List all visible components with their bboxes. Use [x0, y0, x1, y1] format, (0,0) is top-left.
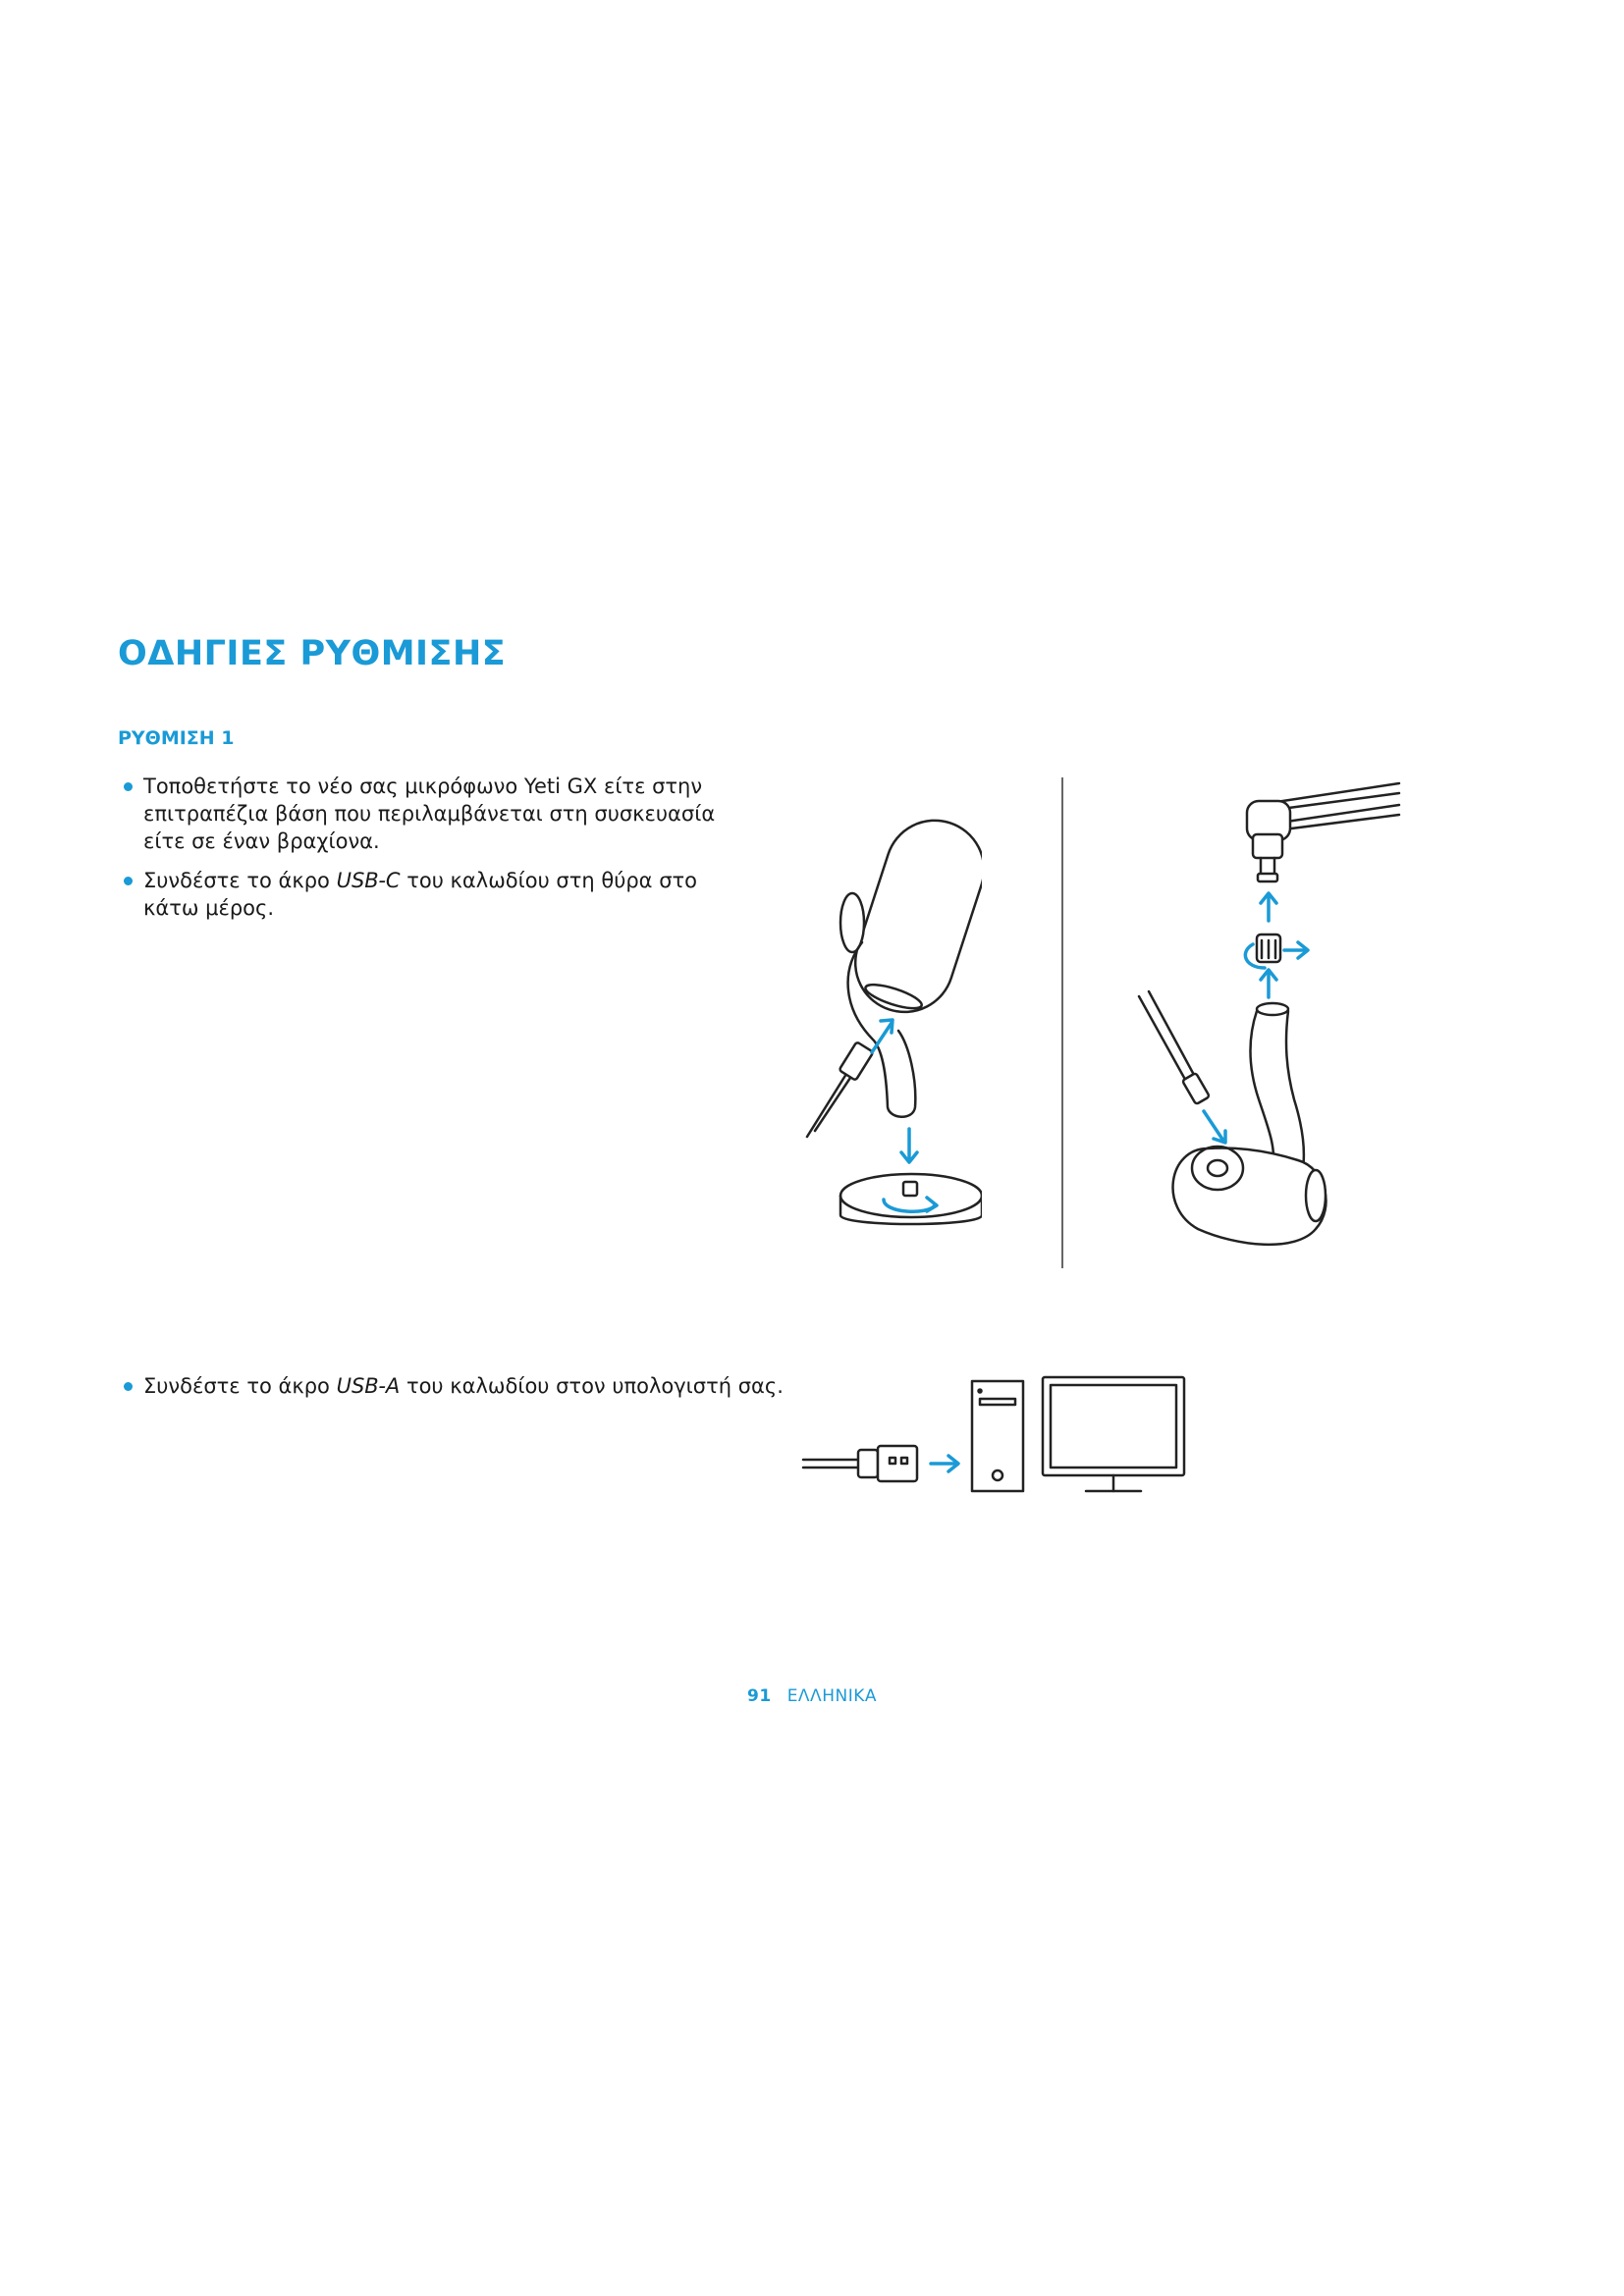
page-number: 91	[747, 1686, 772, 1706]
footer-language: ΕΛΛΗΝΙΚΑ	[786, 1686, 877, 1706]
section-subtitle: ΡΥΘΜΙΣΗ 1	[118, 727, 235, 749]
connect-steps-list	[118, 1372, 805, 1400]
mic-boom-arm-illustration	[1129, 775, 1404, 1286]
step-text-pre: Συνδέστε το άκρο	[143, 869, 337, 892]
bullet-icon	[124, 877, 133, 885]
page-title: ΟΔΗΓΙΕΣ ΡΥΘΜΙΣΗΣ	[118, 634, 507, 673]
bullet-icon	[124, 782, 133, 791]
bullet-icon	[124, 1382, 133, 1391]
mic-desk-stand-illustration	[785, 795, 982, 1256]
figure-divider	[1060, 777, 1064, 1268]
step-text: Τοποθετήστε το νέο σας μικρόφωνο Yeti GX είτε στην επιτραπέζια βάση που περιλαμβάνεται στη συσκευασία είτε σε έναν βραχίονα.	[143, 774, 716, 853]
step-text-pre: Συνδέστε το άκρο	[143, 1374, 337, 1398]
list-item	[118, 867, 746, 922]
list-item	[118, 1372, 805, 1400]
step-text-emphasis: USB-A	[336, 1374, 401, 1398]
step-text-emphasis: USB-C	[336, 869, 401, 892]
list-item	[118, 773, 746, 855]
step-text-post: του καλωδίου στη θύρα στο κάτω μέρος.	[143, 869, 698, 920]
usb-to-computer-illustration	[795, 1369, 1198, 1502]
setup-steps-list	[118, 773, 746, 922]
step-text-post: του καλωδίου στον υπολογιστή σας.	[400, 1374, 784, 1398]
page-footer	[0, 1686, 1624, 1706]
